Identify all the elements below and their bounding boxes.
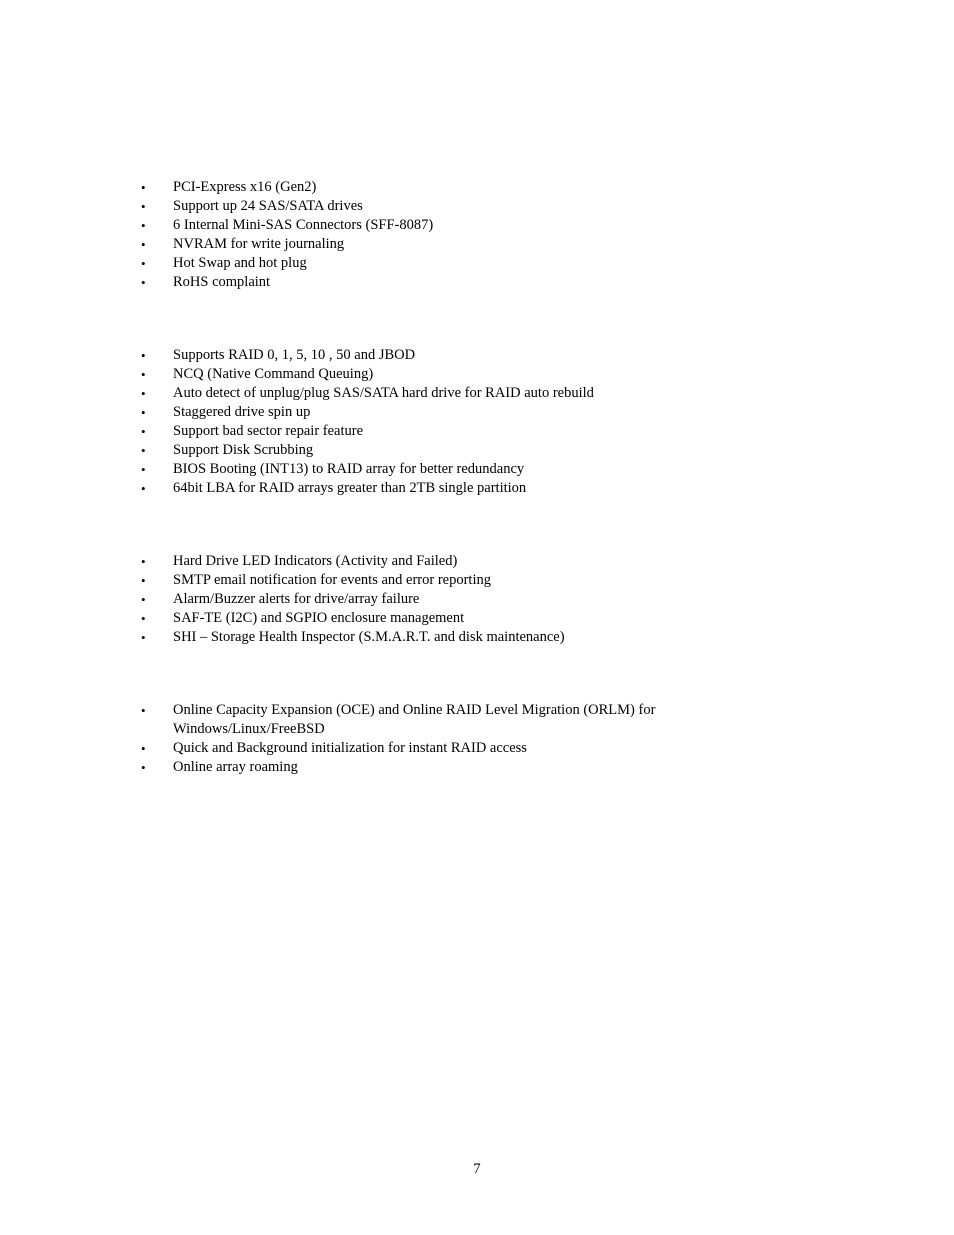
bullet-icon: • [141, 611, 146, 626]
list-item-text: RoHS complaint [173, 274, 271, 290]
list-item [0, 216, 713, 235]
list-item-text: Supports RAID 0, 1, 5, 10 , 50 and JBOD [173, 347, 416, 363]
list-item [0, 178, 713, 197]
list-item [0, 346, 713, 365]
list-item [0, 384, 713, 403]
bullet-icon: • [141, 424, 146, 439]
list-item [0, 460, 713, 479]
list-item-text: BIOS Booting (INT13) to RAID array for better redundancy [173, 461, 525, 477]
list-item-text: Staggered drive spin up [173, 404, 311, 420]
list-item-text: NVRAM for write journaling [173, 236, 345, 252]
bullet-icon: • [141, 760, 146, 775]
bullet-icon: • [141, 275, 146, 290]
list-item-text: Online array roaming [173, 759, 298, 775]
list-item-text: SAF-TE (I2C) and SGPIO enclosure management [173, 610, 465, 626]
bullet-icon: • [141, 405, 146, 420]
list-item [0, 609, 713, 628]
page-number: 7 [473, 1161, 481, 1177]
list-item [0, 254, 713, 273]
list-item [0, 552, 713, 571]
list-item [0, 758, 713, 777]
list-item [0, 365, 713, 384]
list-item-text: 64bit LBA for RAID arrays greater than 2TB single partition [173, 480, 527, 496]
list-item [0, 479, 713, 498]
list-item-text: Support bad sector repair feature [173, 423, 364, 439]
list-item [0, 441, 713, 460]
bullet-icon: • [141, 703, 146, 718]
list-item [0, 197, 713, 216]
list-item [0, 628, 713, 647]
list-item-text: Support up 24 SAS/SATA drives [173, 198, 363, 214]
bullet-icon: • [141, 348, 146, 363]
bullet-icon: • [141, 554, 146, 569]
bullet-icon: • [141, 573, 146, 588]
list-item-text: Support Disk Scrubbing [173, 442, 314, 458]
list-item-text: NCQ (Native Command Queuing) [173, 366, 374, 382]
list-item-text: SHI – Storage Health Inspector (S.M.A.R.T. and disk maintenance) [173, 629, 565, 645]
bullet-icon: • [141, 386, 146, 401]
bullet-icon: • [141, 180, 146, 195]
management-features-list [0, 701, 954, 777]
bullet-icon: • [141, 741, 146, 756]
bullet-icon: • [141, 199, 146, 214]
list-item [0, 701, 713, 739]
list-item-text: Alarm/Buzzer alerts for drive/array failure [173, 591, 420, 607]
list-item [0, 273, 713, 292]
bullet-icon: • [141, 237, 146, 252]
bullet-icon: • [141, 256, 146, 271]
bullet-icon: • [141, 630, 146, 645]
list-item [0, 403, 713, 422]
list-item [0, 590, 713, 609]
bullet-icon: • [141, 462, 146, 477]
list-item-text: Auto detect of unplug/plug SAS/SATA hard drive for RAID auto rebuild [173, 385, 594, 401]
bullet-icon: • [141, 218, 146, 233]
bullet-icon: • [141, 443, 146, 458]
list-item [0, 571, 713, 590]
list-item-text: 6 Internal Mini-SAS Connectors (SFF-8087) [173, 217, 434, 233]
bullet-icon: • [141, 592, 146, 607]
list-item-text: Hot Swap and hot plug [173, 255, 307, 271]
list-item-text: Quick and Background initialization for instant RAID access [173, 740, 527, 756]
bullet-icon: • [141, 367, 146, 382]
hardware-features-list [0, 178, 954, 292]
raid-features-list [0, 346, 954, 498]
list-item-text: SMTP email notification for events and error reporting [173, 572, 491, 588]
list-item-text: PCI-Express x16 (Gen2) [173, 179, 317, 195]
list-item [0, 739, 713, 758]
list-item [0, 422, 713, 441]
list-item [0, 235, 713, 254]
bullet-icon: • [141, 481, 146, 496]
list-item-text: Hard Drive LED Indicators (Activity and Failed) [173, 553, 458, 569]
list-item-text: Online Capacity Expansion (OCE) and Online RAID Level Migration (ORLM) for Windows/Linux/FreeBSD [173, 702, 656, 737]
monitoring-features-list [0, 552, 954, 647]
